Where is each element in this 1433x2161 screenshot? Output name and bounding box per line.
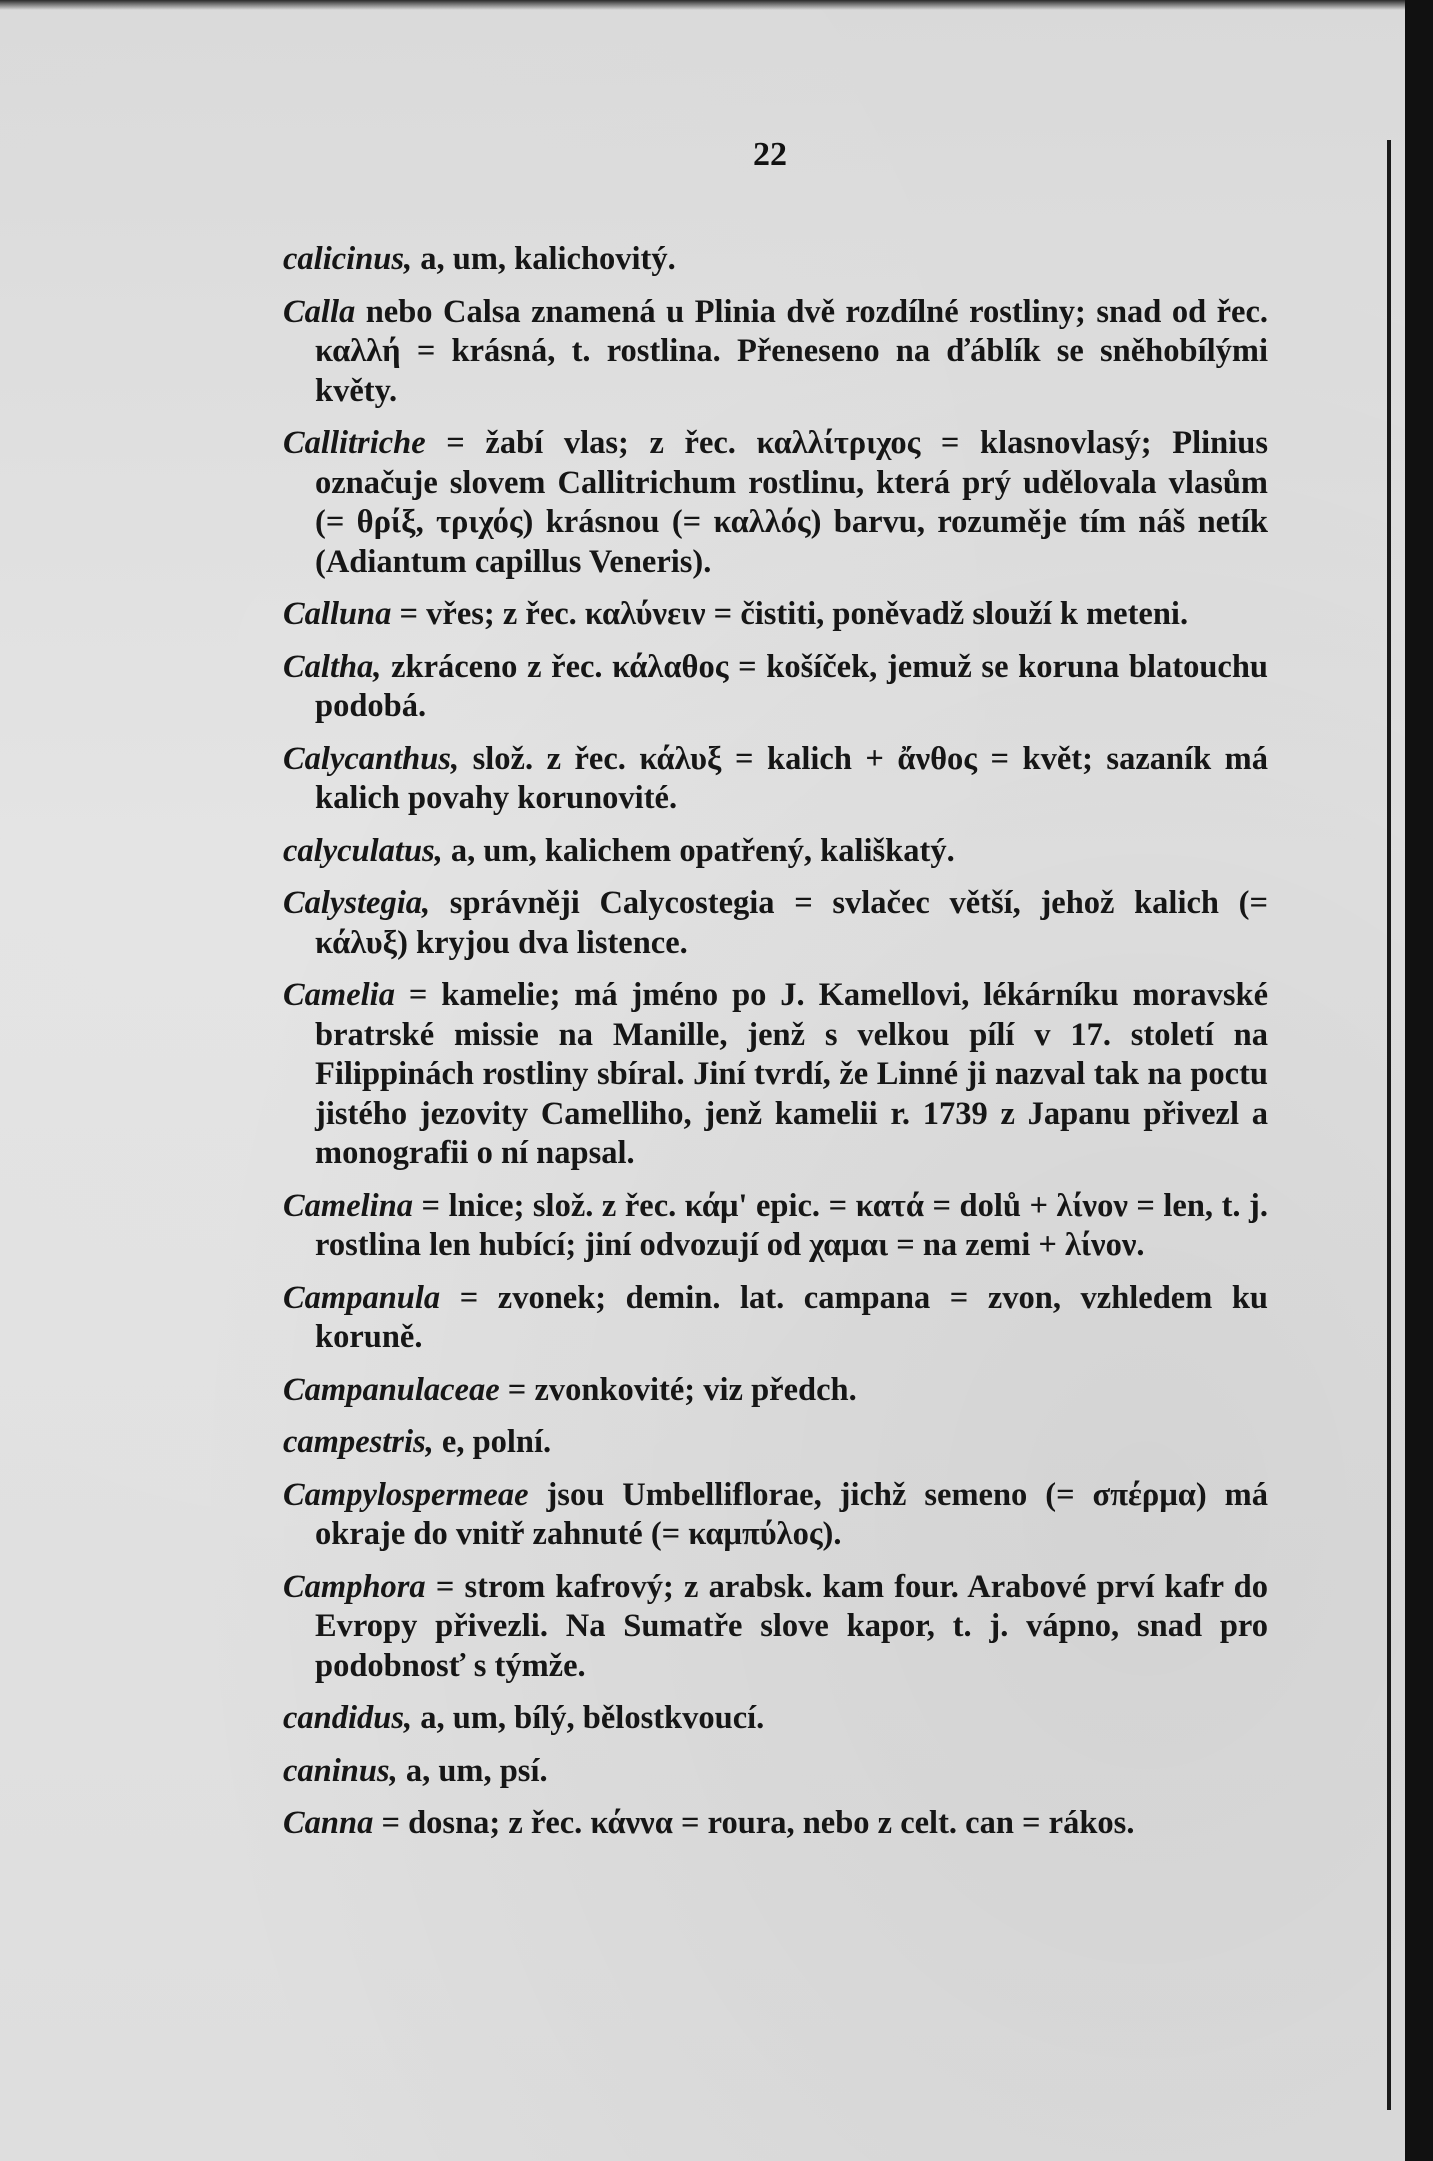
entry-text: = dosna; z řec. κάννα = roura, nebo z celt. can = rákos. [373,1805,1135,1841]
entry-term: Camelina [283,1187,414,1224]
entry-text: nebo Calsa znamená u Plinia dvě rozdílné rostliny; snad od řec. καλλή = krásná, t. rostlina. Přeneseno na ďáblík se sněhobílými květy. [315,293,1268,409]
entry-term: Camelia [283,977,395,1013]
entry-camphora [283,1568,1268,1687]
entry-campestris [283,1423,1268,1463]
binding-rule [1387,140,1391,2110]
entry-text: = vřes; z řec. καλύνειν = čistiti, poněvadž slouží k meteni. [391,596,1189,632]
entry-term: Camphora [283,1568,426,1605]
entry-term: caninus, [283,1752,398,1789]
entry-campylospermeae [283,1476,1268,1555]
entry-text: = zvonkovité; viz předch. [499,1371,857,1408]
entry-text: a, um, bílý, bělostkvoucí. [412,1700,765,1736]
entry-text: jsou Umbelliflorae, jichž semeno (= σπέρμα) má okraje do vnitř zahnuté (= καμπύλος). [315,1476,1268,1552]
entry-term: Callitriche [283,425,426,461]
entry-text: = strom kafrový; z arabsk. kam four. Arabové prví kafr do Evropy přivezli. Na Sumatře slove kapor, t. j. vápno, snad pro podobnosť s týmže. [315,1568,1268,1684]
entry-term: Caltha, [283,648,382,685]
entry-text: e, polní. [433,1424,552,1460]
dictionary-entries [283,240,1268,1857]
entry-text: správněji Calycostegia = svlačec větší, jehož kalich (= κάλυξ) kryjou dva listence. [315,885,1268,961]
entry-canna [283,1804,1268,1844]
entry-term: calyculatus, [283,832,443,869]
entry-calla [283,293,1268,412]
entry-term: campestris, [283,1424,434,1460]
entry-text: a, um, kalichovitý. [412,241,676,277]
entry-camelina [283,1187,1268,1266]
entry-camelia [283,976,1268,1174]
entry-text: = kamelie; má jméno po J. Kamellovi, lékárníku moravské bratrské missie na Manille, jenž s velkou pílí v 17. století na Filippinách rostliny sbíral. Jiní tvrdí, že Linné ji nazval tak na poctu jistého jezovity Camelliho, jenž kamelii r. 1739 z Japanu přivezl a monografii o ní napsal. [315,977,1268,1171]
entry-calystegia [283,884,1268,963]
entry-callitriche [283,424,1268,582]
scan-right-edge [1405,0,1433,2161]
entry-text: = zvonek; demin. lat. campana = zvon, vzhledem ku koruně. [315,1279,1268,1355]
entry-calicinus [283,240,1268,280]
entry-candidus [283,1699,1268,1739]
entry-term: Canna [283,1805,374,1841]
entry-term: Campanulaceae [283,1371,500,1408]
entry-term: candidus, [283,1700,413,1736]
entry-term: Calla [283,293,356,330]
entry-calyculatus [283,832,1268,872]
entry-campanula [283,1279,1268,1358]
entry-calycanthus [283,740,1268,819]
entry-caninus [283,1752,1268,1792]
entry-term: Campylospermeae [283,1476,529,1513]
entry-term: Campanula [283,1279,441,1316]
entry-text: a, um, kalichem opatřený, kališkatý. [442,832,955,869]
entry-caltha [283,648,1268,727]
entry-term: Calycanthus, [283,740,460,777]
entry-campanulaceae [283,1371,1268,1411]
entry-text: slož. z řec. κάλυξ = kalich + ἄνθος = květ; sazaník má kalich povahy korunovité. [315,740,1268,816]
entry-calluna [283,595,1268,635]
entry-term: Calluna [283,596,392,632]
scan-top-edge [0,0,1433,10]
page-number: 22 [753,136,787,173]
entry-term: calicinus, [283,241,413,277]
entry-term: Calystegia, [283,885,431,921]
entry-text: zkráceno z řec. κάλαθος = košíček, jemuž se koruna blatouchu podobá. [315,648,1268,724]
entry-text: a, um, psí. [397,1752,548,1789]
entry-text: = žabí vlas; z řec. καλλίτριχος = klasnovlasý; Plinius označuje slovem Callitrichum rostlinu, která prý udělovala vlasům (= θρίξ, τριχός) krásnou (= καλλός) barvu, rozuměje tím náš netík (Adiantum capillus Veneris). [315,425,1268,580]
entry-text: = lnice; slož. z řec. κάμ' epic. = κατά = dolů + λίνον = len, t. j. rostlina len hubící; jiní odvozují od χαμαι = na zemi + λίνον. [315,1187,1268,1263]
